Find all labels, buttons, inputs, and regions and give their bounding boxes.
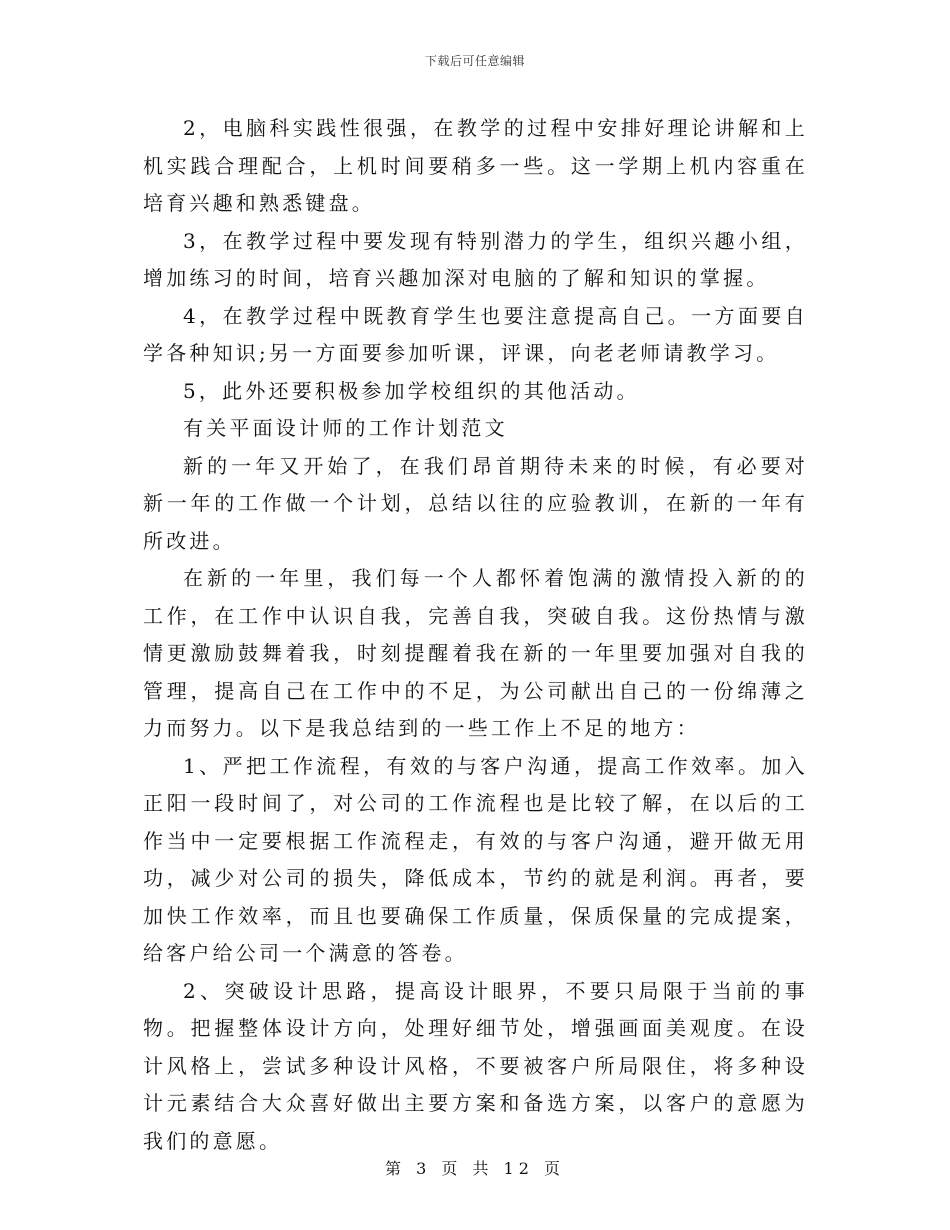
paragraph-new-year-passion: 在新的一年里，我们每一个人都怀着饱满的激情投入新的的工作，在工作中认识自我，完善自我，突破自我。这份热情与激情更激励鼓舞着我，时刻提醒着我在新的一年里要加强对自我的管理，提高自己在工作中的不足，为公司献出自己的一份绵薄之力而努力。以下是我总结到的一些工作上不足的地方： bbox=[143, 566, 808, 740]
paragraph-workflow: 1、严把工作流程，有效的与客户沟通，提高工作效率。加入正阳一段时间了，对公司的工作流程也是比较了解，在以后的工作当中一定要根据工作流程走，有效的与客户沟通，避开做无用功，减少对公司的损失，降低成本，节约的就是利润。再者，要加快工作效率，而且也要确保工作质量，保质保量的完成提案，给客户给公司一个满意的答卷。 bbox=[143, 753, 808, 965]
paragraph-design-thinking: 2、突破设计思路，提高设计眼界，不要只局限于当前的事物。把握整体设计方向，处理好细节处，增强画面美观度。在设计风格上，尝试多种设计风格，不要被客户所局限住，将多种设计元素结合大众喜好做出主要方案和备选方案，以客户的意愿为我们的意愿。 bbox=[143, 978, 808, 1153]
paragraph-computer-practice: 2，电脑科实践性很强，在教学的过程中安排好理论讲解和上机实践合理配合，上机时间要稍多一些。这一学期上机内容重在培育兴趣和熟悉键盘。 bbox=[143, 116, 808, 215]
section-title: 有关平面设计师的工作计划范文 bbox=[183, 416, 508, 440]
paragraph-school-activities: 5，此外还要积极参加学校组织的其他活动。 bbox=[183, 378, 640, 403]
page-header-note: 下载后可任意编辑 bbox=[424, 54, 525, 68]
page-footer-number: 第 3 页 共 12 页 bbox=[385, 1159, 565, 1178]
paragraph-new-year-plan: 新的一年又开始了，在我们昂首期待未来的时候，有必要对新一年的工作做一个计划，总结以往的应验教训，在新的一年有所改进。 bbox=[143, 453, 808, 553]
paragraph-interest-group: 3，在教学过程中要发现有特别潜力的学生，组织兴趣小组，增加练习的时间，培育兴趣加深对电脑的了解和知识的掌握。 bbox=[143, 228, 808, 290]
document-body bbox=[143, 110, 808, 1160]
paragraph-self-improvement: 4，在教学过程中既教育学生也要注意提高自己。一方面要自学各种知识;另一方面要参加听课，评课，向老老师请教学习。 bbox=[143, 303, 808, 365]
